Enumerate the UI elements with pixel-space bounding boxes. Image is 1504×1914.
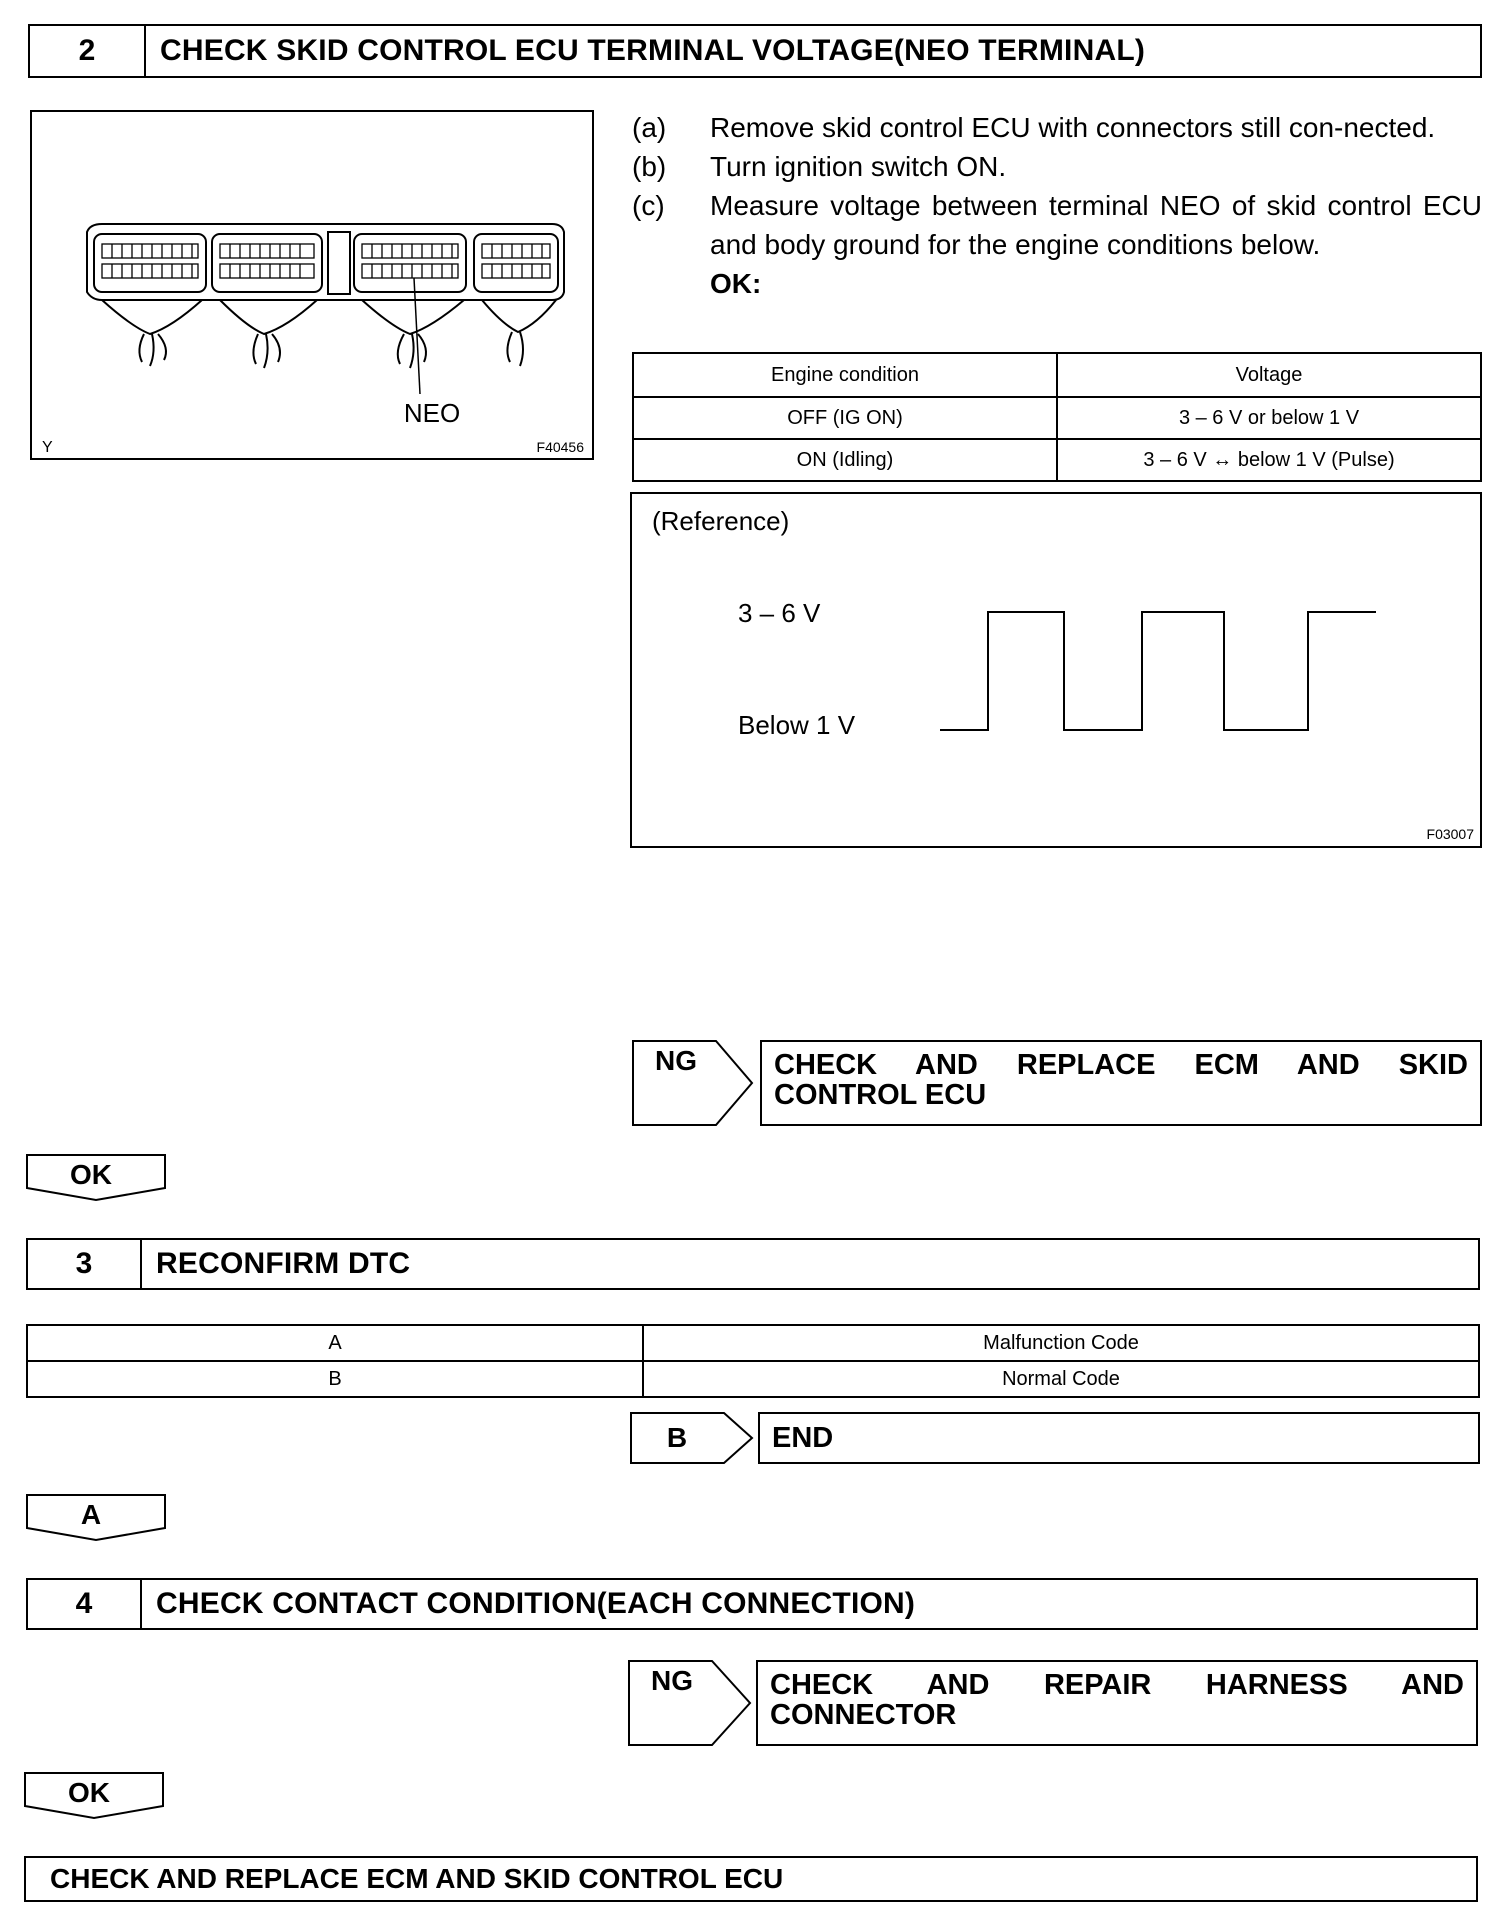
table-cell: A	[27, 1325, 643, 1361]
reference-figure-code: F03007	[1426, 826, 1474, 842]
step-2-header	[28, 24, 1482, 78]
step-3-a-flag	[26, 1494, 166, 1542]
step-3-header	[26, 1238, 1480, 1290]
table-cell: 3 – 6 V or below 1 V	[1057, 397, 1481, 439]
ng-action-line: CONTROL ECU	[774, 1079, 987, 1111]
ok-flag-label: OK	[70, 1159, 112, 1190]
voltage-table	[632, 352, 1482, 482]
table-row	[27, 1361, 1479, 1397]
final-action-bar: CHECK AND REPLACE ECM AND SKID CONTROL ECU	[24, 1856, 1478, 1902]
instruction-label: (b)	[632, 151, 667, 182]
ng-flag-label: NG	[655, 1045, 697, 1076]
table-cell: B	[27, 1361, 643, 1397]
step-title: RECONFIRM DTC	[156, 1247, 411, 1280]
ng-flag-label: NG	[651, 1665, 693, 1696]
pulse-waveform	[632, 494, 1480, 846]
step-title: CHECK CONTACT CONDITION(EACH CONNECTION)	[156, 1587, 916, 1620]
table-cell: Normal Code	[643, 1361, 1479, 1397]
table-header: Engine condition	[633, 353, 1057, 397]
connector-figure	[30, 110, 594, 460]
instruction-a	[632, 108, 1482, 147]
step-2-ok-flag	[26, 1154, 166, 1202]
table-cell: OFF (IG ON)	[633, 397, 1057, 439]
low-voltage-label: Below 1 V	[738, 710, 856, 740]
figure-code: F40456	[536, 439, 584, 455]
step-4-ng-flag	[628, 1660, 752, 1746]
step-4-ng-action	[756, 1660, 1478, 1746]
b-flag-label: B	[666, 1422, 688, 1453]
table-row	[27, 1325, 1479, 1361]
step-number: 4	[28, 1580, 142, 1628]
ng-action-line: CONNECTOR	[770, 1699, 957, 1731]
table-header: Voltage	[1057, 353, 1481, 397]
step-number: 3	[28, 1240, 142, 1288]
step-3-b-action: END	[758, 1412, 1480, 1464]
table-cell: 3 – 6 V ↔ below 1 V (Pulse)	[1057, 439, 1481, 481]
reference-title: (Reference)	[652, 506, 790, 536]
instruction-text: Measure voltage between terminal NEO of skid control ECU and body ground for the engine conditions below.	[710, 190, 1482, 260]
ecu-connector-illustration	[32, 112, 592, 458]
instruction-label: (c)	[632, 190, 665, 221]
ok-spec-label: OK:	[710, 268, 762, 299]
step-2-ng-flag	[632, 1040, 754, 1126]
instruction-label: (a)	[632, 112, 667, 143]
step-4-ok-flag	[24, 1772, 164, 1820]
dtc-result-table	[26, 1324, 1480, 1398]
instruction-b	[632, 147, 1482, 186]
step-number: 2	[30, 26, 146, 76]
step-2-instructions	[632, 108, 1482, 303]
instruction-c	[632, 186, 1482, 264]
high-voltage-label: 3 – 6 V	[738, 598, 821, 628]
table-row	[633, 439, 1481, 481]
table-row	[633, 397, 1481, 439]
instruction-text: Remove skid control ECU with connectors still con-nected.	[710, 112, 1436, 143]
table-cell: Malfunction Code	[643, 1325, 1479, 1361]
figure-corner-label: Y	[42, 439, 53, 456]
reference-waveform	[630, 492, 1482, 848]
a-flag-label: A	[80, 1499, 102, 1530]
table-cell: ON (Idling)	[633, 439, 1057, 481]
step-2-ng-action	[760, 1040, 1482, 1126]
instruction-text: Turn ignition switch ON.	[710, 151, 1007, 182]
step-title: CHECK SKID CONTROL ECU TERMINAL VOLTAGE(NEO TERMINAL)	[160, 34, 1146, 67]
ng-action-line: CHECK AND REPLACE ECM AND SKID	[774, 1049, 1468, 1081]
ng-action-line: CHECK AND REPAIR HARNESS AND	[770, 1669, 1464, 1701]
neo-label: NEO	[403, 398, 461, 428]
step-3-b-flag	[630, 1412, 754, 1464]
step-4-header	[26, 1578, 1478, 1630]
ok-flag-label: OK	[68, 1777, 110, 1808]
